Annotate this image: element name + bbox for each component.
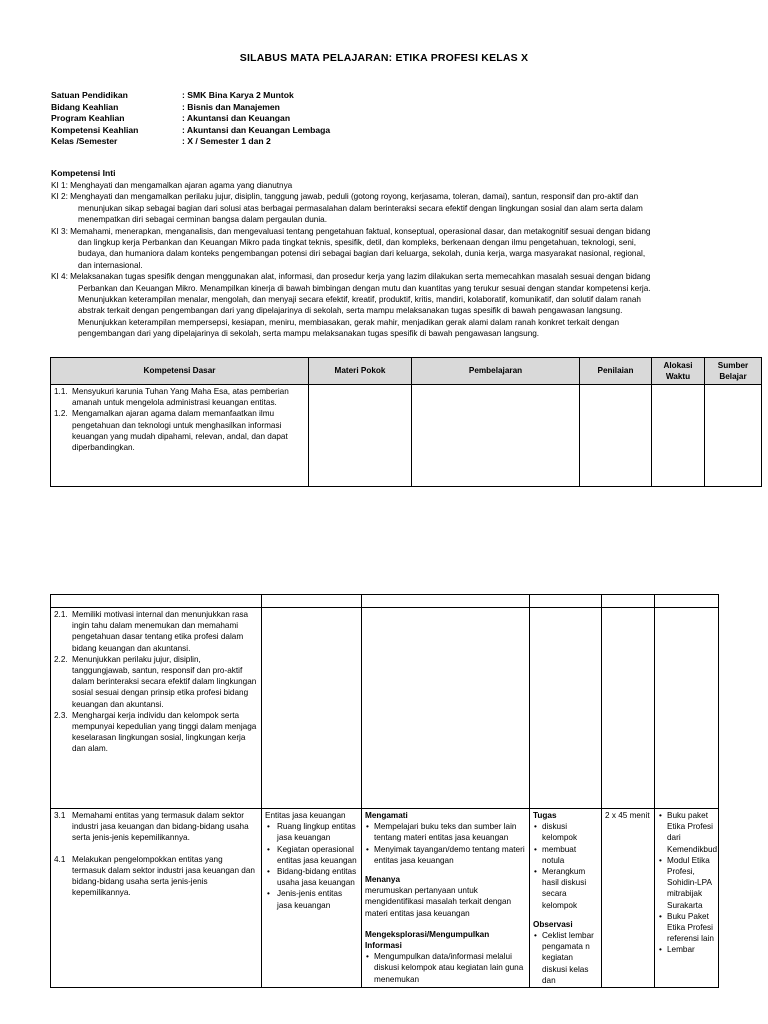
kd-text: Menunjukkan perilaku jujur, disiplin, tanggungjawab, santun, responsif dan pro-aktif dalam berinteraksi secara efektif dalam lingkungan sosial sesuai dengan prinsip etika profesi bidang keuangan dan akuntansi.: [72, 654, 257, 709]
meta-label: Kelas /Semester: [51, 136, 118, 147]
kd-list: [54, 609, 258, 755]
empty-cell: [655, 595, 719, 608]
mengamati-heading: Mengamati: [365, 811, 408, 820]
kd-number: 2.2.: [54, 654, 68, 664]
kd-number: 3.1: [54, 811, 66, 820]
kd-text: Mensyukuri karunia Tuhan Yang Maha Esa, atas pemberian amanah untuk mengelola administrasi keuangan entitas.: [72, 387, 289, 408]
kd-cell: [51, 385, 309, 487]
ki-line: KI 2: Menghayati dan mengamalkan perilaku jujur, disiplin, tanggung jawab, peduli (gotong royong, kerjasama, toleran, damai), santun, responsif dan pro-aktif dan: [51, 192, 639, 202]
materi-list: [265, 821, 358, 911]
ki-3: [51, 226, 719, 272]
tugas-heading: Tugas: [533, 811, 557, 820]
ki-line: Menunjukkan keterampilan mempersepsi, kesiapan, meniru, membiasakan, gerak mahir, menjadikan gerak alami dalam ranah konkret terkait dengan: [78, 317, 620, 327]
meta-label: Bidang Keahlian: [51, 101, 119, 112]
header-pembelajaran: Pembelajaran: [412, 358, 580, 385]
kd-text: Mengamalkan ajaran agama dalam memanfaatkan ilmu pengetahuan dan teknologi untuk menghasilkan informasi keuangan yang mudah dipahami, relevan, andal, dan dapat diperbandingkan.: [72, 409, 288, 453]
kd-item: [54, 386, 305, 408]
kd-text: Menghargai kerja individu dan kelompok serta mempunyai kepedulian yang tinggi dalam menjaga keselarasan lingkungan sosial, lingkungan kerja dan alam.: [72, 710, 257, 754]
header-materi-pokok: Materi Pokok: [309, 358, 412, 385]
eksplorasi-item: • Mengumpulkan data/informasi melalui diskusi kelompok atau kegiatan lain guna menemukan: [365, 951, 526, 985]
tugas-list: [533, 821, 598, 911]
penilaian-cell: [530, 809, 602, 988]
kd-item: [54, 854, 258, 899]
kd-number: 1.2.: [54, 409, 68, 419]
kd-list: [54, 386, 305, 453]
observasi-item: • Ceklist lembar pengamata n kegiatan diskusi kelas dan: [533, 930, 598, 986]
empty-cell: [530, 595, 602, 608]
table-row: [51, 385, 762, 487]
kd-number: 2.3.: [54, 710, 68, 720]
meta-row: [51, 136, 330, 148]
meta-value: : X / Semester 1 dan 2: [182, 136, 271, 147]
ki-line: KI 4: Melaksanakan tugas spesifik dengan menggunakan alat, informasi, dan prosedur kerja yang lazim dilakukan serta memecahkan masalah sesuai dengan bidang: [51, 272, 651, 282]
empty-cell: [580, 385, 652, 487]
meta-value: : Akuntansi dan Keuangan Lembaga: [182, 124, 331, 135]
ki-heading: Kompetensi Inti: [51, 168, 116, 178]
kd-number: 1.1.: [54, 387, 68, 396]
alokasi-cell: 2 x 45 menit: [602, 809, 655, 988]
sumber-item: • Buku paket Etika Profesi dari Kemendikbud: [658, 810, 715, 855]
empty-cell: [655, 608, 719, 809]
materi-heading: Entitas jasa keuangan: [265, 811, 346, 820]
kd-item: [54, 810, 258, 844]
tugas-item: • Merangkum hasil diskusi secara kelompok: [533, 866, 598, 911]
sumber-cell: [655, 809, 719, 988]
ki-line: Menunjukkan keterampilan menalar, mengolah, dan menyaji secara efektif, kreatif, produktif, kritis, mandiri, kolaboratif, komunikatif, dan solutif dalam ranah: [78, 295, 641, 305]
ki-line: dan lingkup kerja Perbankan dan Keuangan Mikro pada tingkat teknis, spesifik, detil, dan kompleks, berkenaan dengan ilmu pengetahuan, teknologi, seni,: [78, 238, 637, 248]
empty-cell: [262, 595, 362, 608]
kd-text: Melakukan pengelompokkan entitas yang termasuk dalam sektor industri jasa keuangan dan bidang-bidang usaha serta jenis-jenis kepemilikannya.: [72, 854, 255, 898]
mengamati-list: [365, 821, 526, 866]
spacer: [54, 844, 258, 854]
identity-block: [51, 90, 330, 148]
header-kompetensi-dasar: Kompetensi Dasar: [51, 358, 309, 385]
eksplorasi-list: [365, 951, 526, 985]
materi-cell: [262, 809, 362, 988]
observasi-heading: Observasi: [533, 919, 573, 929]
document-title: SILABUS MATA PELAJARAN: ETIKA PROFESI KELAS X: [239, 52, 529, 64]
table-header-row-empty: [51, 595, 719, 608]
empty-cell: [652, 385, 705, 487]
materi-item: • Ruang lingkup entitas jasa keuangan: [265, 821, 358, 843]
empty-cell: [530, 608, 602, 809]
header-alokasi-waktu: Alokasi Waktu: [652, 358, 705, 385]
sumber-item: • Buku Paket Etika Profesi referensi lain: [658, 911, 715, 945]
materi-item: • Kegiatan operasional entitas jasa keuangan: [265, 844, 358, 866]
header-penilaian: Penilaian: [580, 358, 652, 385]
tugas-item: • membuat notula: [533, 844, 598, 866]
kd-item: [54, 408, 305, 453]
empty-cell: [51, 595, 262, 608]
observasi-list: [533, 930, 598, 986]
ki-line: Perbankan dan Keuangan Mikro. Menampilkan kinerja di bawah bimbingan dengan mutu dan kuantitas yang terukur sesuai dengan standar kompetensi kerja.: [78, 283, 651, 293]
ki-line: KI 1: Menghayati dan mengamalkan ajaran agama yang dianutnya: [51, 181, 293, 190]
empty-cell: [262, 608, 362, 809]
syllabus-table-top: [50, 357, 762, 487]
kd-item: [54, 609, 258, 654]
ki-2: [51, 191, 719, 225]
menanya-text: merumuskan pertanyaan untuk mengidentifikasi masalah terkait dengan materi entitas jasa keuangan: [365, 886, 512, 918]
materi-item: • Bidang-bidang entitas usaha jasa keuangan: [265, 866, 358, 888]
kd-list: [54, 810, 258, 898]
meta-row: [51, 102, 330, 114]
meta-value: : SMK Bina Karya 2 Muntok: [182, 90, 294, 100]
empty-cell: [412, 385, 580, 487]
kd-cell: [51, 608, 262, 809]
syllabus-table-bottom: [50, 594, 719, 988]
meta-row: [51, 113, 330, 125]
meta-value: : Akuntansi dan Keuangan: [182, 113, 291, 124]
table-header-row: [51, 358, 762, 385]
ki-line: dan internasional.: [78, 260, 143, 270]
materi-item: • Jenis-jenis entitas jasa keuangan: [265, 888, 358, 910]
eksplorasi-heading: Mengeksplorasi/Mengumpulkan Informasi: [365, 929, 490, 951]
meta-row: [51, 125, 330, 137]
empty-cell: [602, 595, 655, 608]
empty-cell: [602, 608, 655, 809]
empty-cell: [309, 385, 412, 487]
kd-number: 2.1.: [54, 610, 68, 619]
ki-line: budaya, dan humaniora dalam konteks pengembangan potensi diri sebagai bagian dari keluarga, sekolah, dunia kerja, warga masyarakat nasional, regional,: [78, 249, 646, 259]
table-row: [51, 608, 719, 809]
meta-label: Kompetensi Keahlian: [51, 124, 139, 135]
header-sumber-belajar: Sumber Belajar: [705, 358, 762, 385]
kd-text: Memahami entitas yang termasuk dalam sektor industri jasa keuangan dan bidang-bidang usaha serta jenis-jenis kepemilikannya.: [72, 811, 249, 843]
mengamati-item: • Menyimak tayangan/demo tentang materi entitas jasa keuangan: [365, 844, 526, 866]
empty-cell: [362, 608, 530, 809]
ki-line: menempatkan diri sebagai cerminan bangsa dalam pergaulan dunia.: [78, 215, 327, 225]
meta-row: [51, 90, 330, 102]
meta-label: Satuan Pendidikan: [51, 90, 128, 100]
sumber-item: • Modul Etika Profesi, Sohidin-LPA mitrabijak Surakarta: [658, 855, 715, 911]
sumber-item: • Lembar: [658, 944, 715, 955]
meta-value: : Bisnis dan Manajemen: [182, 101, 280, 112]
kd-cell: [51, 809, 262, 988]
ki-list: [51, 180, 719, 340]
empty-cell: [705, 385, 762, 487]
ki-1: [51, 180, 719, 191]
table-row: [51, 809, 719, 988]
kd-text: Memiliki motivasi internal dan menunjukkan rasa ingin tahu dalam menemukan dan memahami pengetahuan dasar tentang etika profesi dalam bidang keuangan dan akuntansi.: [72, 610, 249, 653]
mengamati-item: • Mempelajari buku teks dan sumber lain tentang materi entitas jasa keuangan: [365, 821, 526, 843]
ki-line: abstrak terkait dengan pengembangan dari yang dipelajarinya di sekolah, serta mampu melaksanakan tugas spesifik di bawah pengawasan langsung.: [78, 306, 623, 316]
empty-cell: [362, 595, 530, 608]
menanya-heading: Menanya: [365, 875, 401, 885]
sumber-list: [658, 810, 718, 956]
kd-item: [54, 710, 258, 755]
ki-line: KI 3: Memahami, menerapkan, menganalisis, dan mengevaluasi tentang pengetahuan faktual, konseptual, operasional dasar, dan metakognitif sesuai dengan bidang: [51, 226, 651, 236]
kd-number: 4.1: [54, 854, 66, 864]
meta-label: Program Keahlian: [51, 113, 125, 124]
pembelajaran-cell: [362, 809, 530, 988]
ki-4: [51, 271, 719, 339]
ki-line: pengembangan dari yang dipelajarinya di sekolah, serta mampu melaksanakan tugas spesifik di bawah pengawasan langsung.: [78, 329, 540, 339]
ki-line: menunjukan sikap sebagai bagian dari solusi atas berbagai permasalahan dalam berinteraksi secara efektif dengan lingkungan sosial dan alam serta dalam: [78, 203, 643, 213]
tugas-item: • diskusi kelompok: [533, 821, 598, 843]
kd-item: [54, 654, 258, 710]
